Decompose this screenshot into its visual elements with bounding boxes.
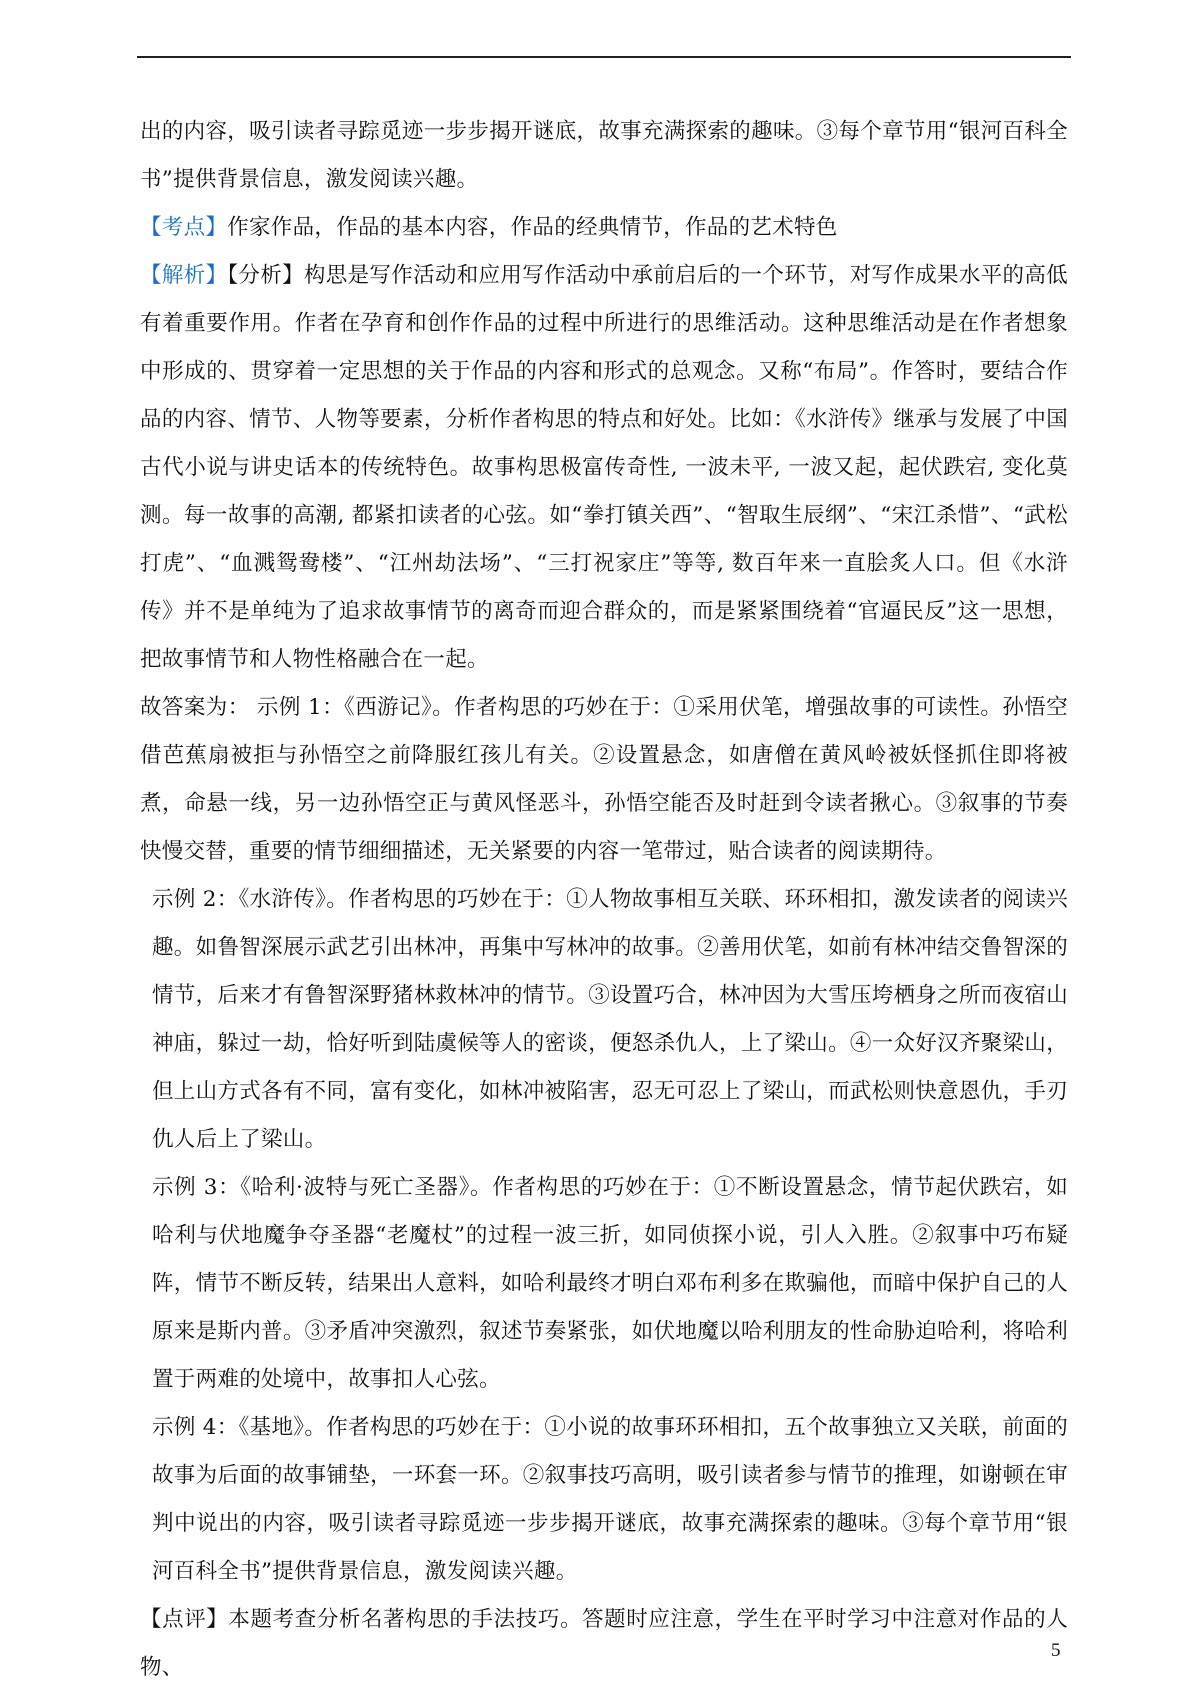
jiexi-text: 【分析】构思是写作活动和应用写作活动中承前启后的一个环节，对写作成果水平的高低有着重要作用。作者在孕育和创作作品的过程中所进行的思维活动。这种思维活动是在作者想象中形成的、贯穿着一定思想的关于作品的内容和形式的总观念。又称“布局”。作答时，要结合作品的内容、情节、人物等要素，分析作者构思的特点和好处。比如：《水浒传》继承与发展了中国古代小说与讲史话本的传统特色。故事构思极富传奇性, 一波未平, 一波又起，起伏跌宕, 变化莫测。每一故事的高潮, 都紧扣读者的心弦。如“拳打镇关西”、“智取生辰纲”、“宋江杀惜”、“武松打虎”、“血溅鸳鸯楼”、“江州劫法场”、“三打祝家庄”等等, 数百年来一直脍炙人口。但《水浒传》并不是单纯为了追求故事情节的离奇而迎合群众的，而是紧紧围绕着“官逼民反”这一思想，把故事情节和人物性格融合在一起。 [140,263,1068,672]
document-body [140,108,1068,1692]
paragraph-kaodian [140,204,1068,252]
kaodian-text: 作家作品，作品的基本内容，作品的经典情节，作品的艺术特色 [227,215,838,240]
paragraph-jiexi [140,252,1068,684]
paragraph-answer: 故答案为： 示例 1：《西游记》。作者构思的巧妙在于：①采用伏笔，增强故事的可读性。孙悟空借芭蕉扇被拒与孙悟空之前降服红孩儿有关。②设置悬念，如唐僧在黄风岭被妖怪抓住即将被煮，命悬一线，另一边孙悟空正与黄风怪恶斗，孙悟空能否及时赶到令读者揪心。③叙事的节奏快慢交替，重要的情节细细描述，无关紧要的内容一笔带过，贴合读者的阅读期待。 [140,695,1068,864]
page-number: 5 [1051,1640,1061,1661]
paragraph-example-4: 示例 4：《基地》。作者构思的巧妙在于：①小说的故事环环相扣，五个故事独立又关联，前面的故事为后面的故事铺垫，一环套一环。②叙事技巧高明，吸引读者参与情节的推理，如谢顿在审判中说出的内容，吸引读者寻踪觅迹一步步揭开谜底，故事充满探索的趣味。③每个章节用“银河百科全书”提供背景信息，激发阅读兴趣。 [152,1415,1068,1584]
paragraph-continuation: 出的内容，吸引读者寻踪觅迹一步步揭开谜底，故事充满探索的趣味。③每个章节用“银河百科全书”提供背景信息，激发阅读兴趣。 [140,119,1068,192]
header-rule [137,56,1071,58]
paragraph-example-3: 示例 3：《哈利·波特与死亡圣器》。作者构思的巧妙在于：①不断设置悬念，情节起伏跌宕，如哈利与伏地魔争夺圣器“老魔杖”的过程一波三折，如同侦探小说，引人入胜。②叙事中巧布疑阵，情节不断反转，结果出人意料，如哈利最终才明白邓布利多在欺骗他，而暗中保护自己的人原来是斯内普。③矛盾冲突激烈，叙述节奏紧张，如伏地魔以哈利朋友的性命胁迫哈利，将哈利置于两难的处境中，故事扣人心弦。 [152,1175,1068,1392]
jiexi-tag: 【解析】 [140,263,228,288]
paragraph-dianping: 【点评】本题考查分析名著构思的手法技巧。答题时应注意，学生在平时学习中注意对作品的人物、 [140,1607,1068,1680]
paragraph-example-2: 示例 2：《水浒传》。作者构思的巧妙在于：①人物故事相互关联、环环相扣，激发读者的阅读兴趣。如鲁智深展示武艺引出林冲，再集中写林冲的故事。②善用伏笔，如前有林冲结交鲁智深的情节，后来才有鲁智深野猪林救林冲的情节。③设置巧合，林冲因为大雪压垮栖身之所而夜宿山神庙，躲过一劫，恰好听到陆虞候等人的密谈，便怒杀仇人，上了梁山。④一众好汉齐聚梁山，但上山方式各有不同，富有变化，如林冲被陷害，忍无可忍上了梁山，而武松则快意恩仇，手刃仇人后上了梁山。 [152,887,1068,1152]
kaodian-tag: 【考点】 [140,215,228,240]
